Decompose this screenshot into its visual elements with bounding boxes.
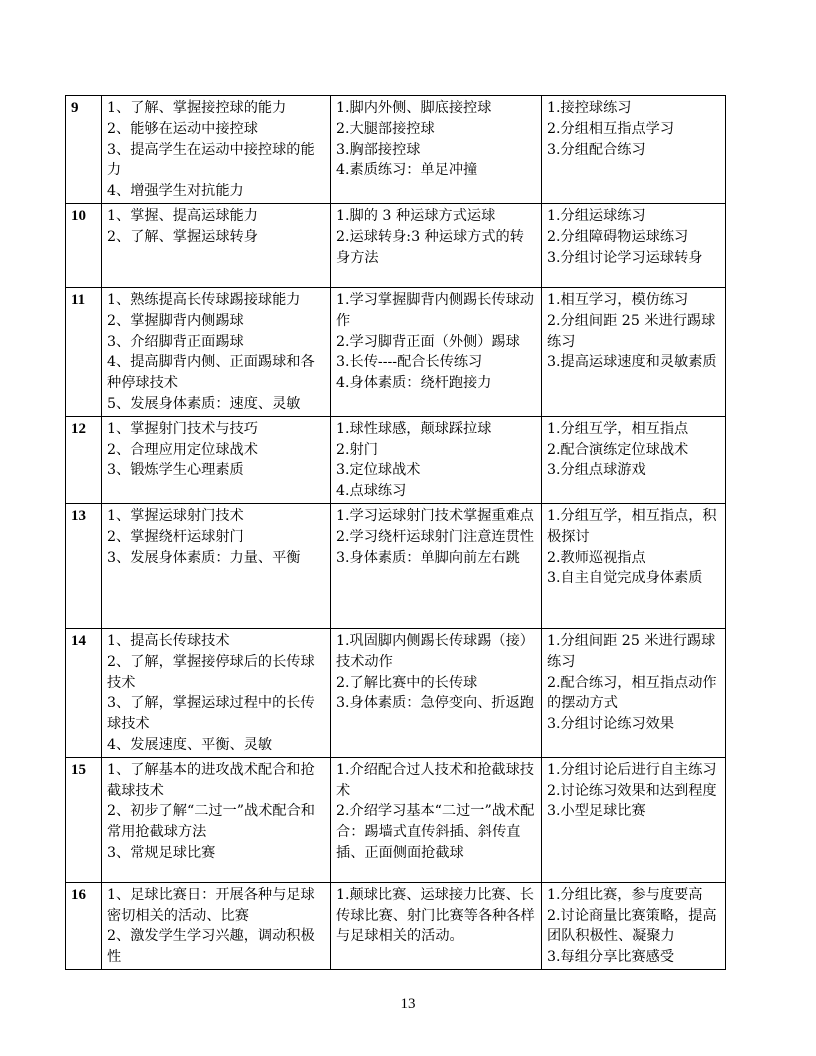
table-row <box>66 96 726 204</box>
cell-line: 2、掌握绕杆运球射门 <box>107 528 244 545</box>
cell-line: 2.教师巡视指点 <box>547 549 646 566</box>
cell-line: 1、熟练提高长传球踢接球能力 <box>107 291 301 308</box>
cell-line: 2、能够在运动中接控球 <box>107 120 258 137</box>
cell-line: 1.接控球练习 <box>547 100 632 116</box>
week-number-cell: 15 <box>66 757 102 882</box>
methods-cell <box>542 628 726 757</box>
methods-cell <box>542 882 726 969</box>
methods-cell <box>542 757 726 882</box>
cell-line: 2、合理应用定位球战术 <box>107 441 258 458</box>
cell-line: 1.相互学习，模仿练习 <box>547 291 689 308</box>
cell-line: 1.学习掌握脚背内侧踢长传球动作 <box>336 291 534 329</box>
cell-line: 2、初步了解“二过一”战术配合和常用抢截球方法 <box>107 803 315 841</box>
goals-cell <box>102 416 331 503</box>
goals-cell <box>102 882 331 969</box>
lesson-plan-body <box>66 96 726 970</box>
cell-line: 4、增强学生对抗能力 <box>107 183 244 200</box>
cell-line: 2、了解，掌握接停球后的长传球技术 <box>107 653 315 691</box>
methods-cell <box>542 503 726 628</box>
content-cell <box>331 287 542 416</box>
cell-line: 3.身体素质：单脚向前左右跳 <box>336 549 520 566</box>
cell-line: 5、发展身体素质：速度、灵敏 <box>107 395 301 412</box>
cell-line: 3.每组分享比赛感受 <box>547 949 675 966</box>
week-number-cell: 13 <box>66 503 102 628</box>
cell-line: 4、提高脚背内侧、正面踢球和各种停球技术 <box>107 354 315 392</box>
week-number-cell: 16 <box>66 882 102 969</box>
methods-cell <box>542 416 726 503</box>
cell-line: 3.分组讨论学习运球转身 <box>547 249 703 266</box>
methods-cell <box>542 203 726 287</box>
cell-line: 1.分组运球练习 <box>547 207 646 224</box>
week-number-cell: 12 <box>66 416 102 503</box>
cell-line: 2.学习脚背正面（外侧）踢球 <box>336 333 520 350</box>
cell-line: 2.讨论商量比赛策略，提高团队积极性、凝聚力 <box>547 907 717 945</box>
table-row <box>66 416 726 503</box>
cell-line: 1.分组讨论后进行自主练习 <box>547 761 717 778</box>
cell-line: 3、发展身体素质：力量、平衡 <box>107 549 301 566</box>
cell-line: 3.小型足球比赛 <box>547 803 646 820</box>
content-cell <box>331 503 542 628</box>
cell-line: 1.脚内外侧、脚底接控球 <box>336 100 492 116</box>
cell-line: 1、了解基本的进攻战术配合和抢截球技术 <box>107 761 315 799</box>
table-row <box>66 882 726 969</box>
week-number-cell: 10 <box>66 203 102 287</box>
content-cell <box>331 757 542 882</box>
cell-line: 1.脚的 3 种运球方式运球 <box>336 207 496 224</box>
cell-line: 1、提高长传球技术 <box>107 632 230 649</box>
cell-line: 2.介绍学习基本“二过一”战术配合：踢墙式直传斜插、斜传直插、正面侧面抢截球 <box>336 803 535 861</box>
cell-line: 2.射门 <box>336 441 378 458</box>
cell-line: 1、了解、掌握接控球的能力 <box>107 100 287 116</box>
cell-line: 2.分组相互指点学习 <box>547 120 675 137</box>
goals-cell <box>102 287 331 416</box>
table-row <box>66 628 726 757</box>
cell-line: 2.讨论练习效果和达到程度 <box>547 782 717 799</box>
cell-line: 3.身体素质：急停变向、折返跑 <box>336 695 534 712</box>
cell-line: 1.分组互学，相互指点 <box>547 420 689 437</box>
content-cell <box>331 628 542 757</box>
goals-cell <box>102 503 331 628</box>
cell-line: 2.了解比赛中的长传球 <box>336 674 478 691</box>
cell-line: 2、了解、掌握运球转身 <box>107 228 258 245</box>
cell-line: 2、掌握脚背内侧踢球 <box>107 312 244 329</box>
cell-line: 1、掌握、提高运球能力 <box>107 207 258 224</box>
methods-cell <box>542 96 726 204</box>
cell-line: 1.球性球感，颠球踩拉球 <box>336 420 492 437</box>
methods-cell <box>542 287 726 416</box>
cell-line: 1.分组间距 25 米进行踢球练习 <box>547 632 716 670</box>
cell-line: 1.学习运球射门技术掌握重难点 <box>336 507 534 524</box>
cell-line: 1.介绍配合过人技术和抢截球技术 <box>336 761 534 799</box>
content-cell <box>331 882 542 969</box>
goals-cell <box>102 96 331 204</box>
cell-line: 1、掌握运球射门技术 <box>107 507 244 524</box>
content-cell <box>331 203 542 287</box>
cell-line: 2、激发学生学习兴趣，调动积极性 <box>107 928 315 966</box>
cell-line: 3、提高学生在运动中接控球的能力 <box>107 141 315 179</box>
cell-line: 2.配合练习，相互指点动作的摆动方式 <box>547 674 717 712</box>
cell-line: 3、了解，掌握运球过程中的长传球技术 <box>107 695 315 733</box>
cell-line: 1.分组比赛，参与度要高 <box>547 886 703 903</box>
cell-line: 3.提高运球速度和灵敏素质 <box>547 354 717 371</box>
cell-line: 1、足球比赛日：开展各种与足球密切相关的活动、比赛 <box>107 886 315 924</box>
table-row <box>66 757 726 882</box>
cell-line: 1.巩固脚内侧踢长传球踢（接）技术动作 <box>336 632 534 670</box>
cell-line: 2.配合演练定位球战术 <box>547 441 689 458</box>
cell-line: 4.身体素质：绕杆跑接力 <box>336 375 492 392</box>
content-cell <box>331 96 542 204</box>
cell-line: 2.学习绕杆运球射门注意连贯性 <box>336 528 534 545</box>
cell-line: 3.自主自觉完成身体素质 <box>547 570 703 587</box>
cell-line: 3、锻炼学生心理素质 <box>107 462 244 479</box>
cell-line: 2.大腿部接控球 <box>336 120 435 137</box>
cell-line: 3.分组配合练习 <box>547 141 646 158</box>
cell-line: 3.定位球战术 <box>336 462 421 479</box>
cell-line: 3、常规足球比赛 <box>107 844 216 861</box>
cell-line: 4.点球练习 <box>336 483 407 500</box>
week-number-cell: 11 <box>66 287 102 416</box>
cell-line: 1.分组互学，相互指点，积极探讨 <box>547 507 717 545</box>
cell-line: 2.运球转身:3 种运球方式的转身方法 <box>336 228 524 266</box>
week-number-cell: 9 <box>66 96 102 204</box>
goals-cell <box>102 757 331 882</box>
table-row <box>66 503 726 628</box>
goals-cell <box>102 628 331 757</box>
cell-line: 3.长传----配合长传练习 <box>336 354 483 371</box>
lesson-plan-table <box>65 95 726 970</box>
cell-line: 4.素质练习：单足冲撞 <box>336 162 478 179</box>
cell-line: 3、介绍脚背正面踢球 <box>107 333 244 350</box>
content-cell <box>331 416 542 503</box>
page-number: 13 <box>400 996 416 1012</box>
table-row <box>66 287 726 416</box>
table-row <box>66 203 726 287</box>
cell-line: 4、发展速度、平衡、灵敏 <box>107 736 273 753</box>
cell-line: 3.胸部接控球 <box>336 141 421 158</box>
cell-line: 1.颠球比赛、运球接力比赛、长传球比赛、射门比赛等各种各样与足球相关的活动。 <box>336 886 535 945</box>
week-number-cell: 14 <box>66 628 102 757</box>
cell-line: 3.分组点球游戏 <box>547 462 646 479</box>
cell-line: 2.分组间距 25 米进行踢球练习 <box>547 312 716 350</box>
cell-line: 1、掌握射门技术与技巧 <box>107 420 258 437</box>
cell-line: 3.分组讨论练习效果 <box>547 716 675 733</box>
goals-cell <box>102 203 331 287</box>
cell-line: 2.分组障碍物运球练习 <box>547 228 689 245</box>
